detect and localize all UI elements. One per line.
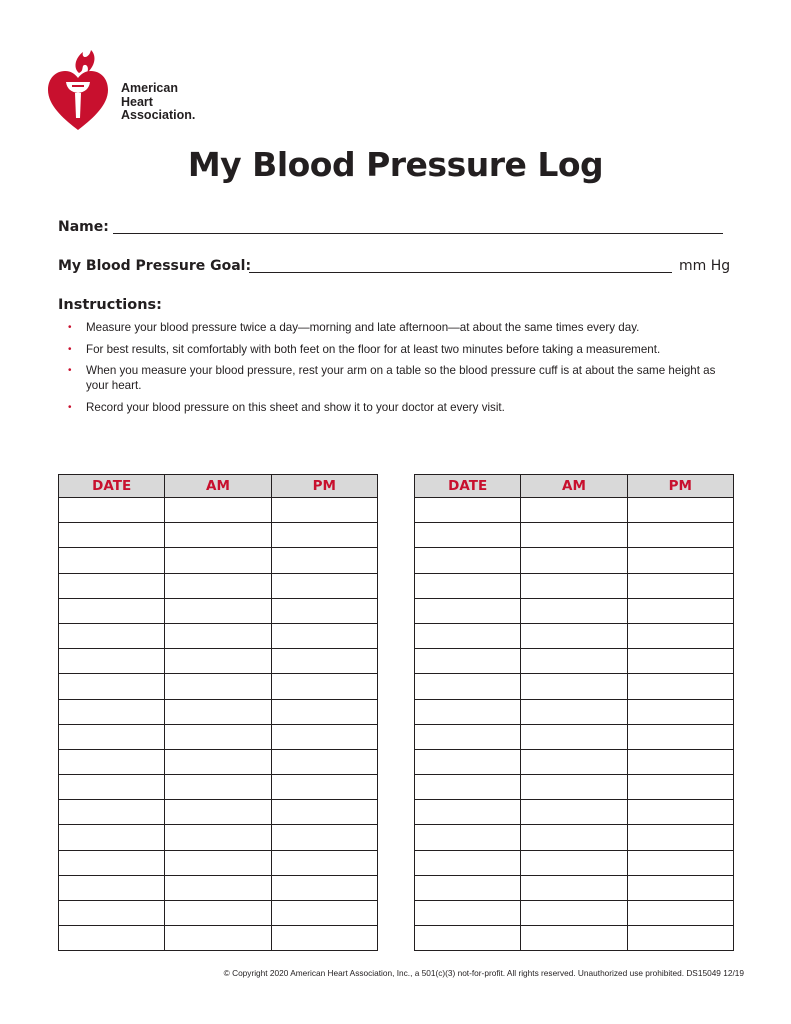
log-cell-pm[interactable] — [271, 775, 377, 800]
table-row — [415, 699, 734, 724]
org-name-line-2: Heart — [121, 94, 153, 109]
instruction-text: Record your blood pressure on this sheet and show it to your doctor at every visit. — [86, 400, 505, 414]
log-cell-date[interactable] — [415, 523, 521, 548]
heart-torch-icon — [45, 46, 111, 132]
table-row — [415, 926, 734, 951]
log-cell-date[interactable] — [59, 548, 165, 573]
log-cell-am[interactable] — [521, 523, 627, 548]
log-cell-am[interactable] — [165, 775, 271, 800]
log-cell-pm[interactable] — [271, 800, 377, 825]
log-cell-am[interactable] — [165, 926, 271, 951]
log-cell-am[interactable] — [165, 498, 271, 523]
log-cell-date[interactable] — [415, 926, 521, 951]
log-cell-am[interactable] — [521, 498, 627, 523]
log-cell-pm[interactable] — [627, 825, 733, 850]
log-cell-am[interactable] — [165, 598, 271, 623]
log-cell-am[interactable] — [165, 850, 271, 875]
log-cell-pm[interactable] — [271, 825, 377, 850]
org-name-line-3: Association. — [121, 108, 196, 122]
goal-label: My Blood Pressure Goal: — [58, 258, 252, 274]
table-row — [59, 926, 378, 951]
log-cell-date[interactable] — [415, 749, 521, 774]
log-cell-am[interactable] — [521, 875, 627, 900]
table-row — [415, 775, 734, 800]
table-row — [415, 724, 734, 749]
log-cell-date[interactable] — [415, 724, 521, 749]
log-cell-am[interactable] — [165, 523, 271, 548]
instruction-item — [68, 363, 728, 393]
log-cell-date[interactable] — [59, 649, 165, 674]
log-cell-am[interactable] — [521, 850, 627, 875]
log-cell-am[interactable] — [521, 800, 627, 825]
log-cell-pm[interactable] — [627, 800, 733, 825]
column-header-pm: PM — [627, 475, 733, 498]
log-cell-pm[interactable] — [271, 749, 377, 774]
organization-name — [121, 82, 195, 123]
log-cell-date[interactable] — [59, 674, 165, 699]
log-cell-pm[interactable] — [627, 850, 733, 875]
log-cell-pm[interactable] — [271, 699, 377, 724]
log-cell-am[interactable] — [521, 649, 627, 674]
log-cell-date[interactable] — [59, 800, 165, 825]
log-cell-pm[interactable] — [271, 926, 377, 951]
bullet-icon: • — [68, 365, 72, 376]
table-row — [59, 800, 378, 825]
log-cell-am[interactable] — [521, 926, 627, 951]
table-row — [59, 901, 378, 926]
table-row — [59, 548, 378, 573]
column-header-date: DATE — [59, 475, 165, 498]
log-cell-am[interactable] — [165, 623, 271, 648]
table-row — [415, 598, 734, 623]
log-cell-pm[interactable] — [627, 724, 733, 749]
log-cell-pm[interactable] — [627, 699, 733, 724]
table-row — [415, 749, 734, 774]
log-cell-date[interactable] — [59, 623, 165, 648]
log-cell-date[interactable] — [59, 598, 165, 623]
table-row — [415, 623, 734, 648]
log-cell-pm[interactable] — [271, 850, 377, 875]
table-header-row — [415, 475, 734, 498]
log-cell-am[interactable] — [165, 573, 271, 598]
log-cell-am[interactable] — [165, 724, 271, 749]
log-cell-pm[interactable] — [627, 749, 733, 774]
instruction-item — [68, 400, 728, 415]
log-cell-pm[interactable] — [271, 901, 377, 926]
log-cell-date[interactable] — [59, 775, 165, 800]
log-cell-date[interactable] — [415, 623, 521, 648]
instruction-item — [68, 320, 728, 335]
name-label: Name: — [58, 219, 109, 235]
instruction-text: For best results, sit comfortably with both feet on the floor for at least two minutes before taking a measurement. — [86, 342, 661, 356]
table-row — [59, 775, 378, 800]
table-row — [59, 498, 378, 523]
log-cell-date[interactable] — [415, 699, 521, 724]
column-header-am: AM — [521, 475, 627, 498]
log-cell-pm[interactable] — [627, 573, 733, 598]
page-title: My Blood Pressure Log — [187, 145, 604, 184]
log-cell-date[interactable] — [415, 850, 521, 875]
table-row — [415, 674, 734, 699]
table-row — [415, 523, 734, 548]
log-cell-am[interactable] — [165, 825, 271, 850]
log-cell-pm[interactable] — [271, 573, 377, 598]
log-cell-date[interactable] — [59, 875, 165, 900]
table-row — [415, 825, 734, 850]
instructions-list — [68, 320, 728, 421]
log-cell-pm[interactable] — [271, 523, 377, 548]
log-cell-am[interactable] — [165, 875, 271, 900]
log-cell-am[interactable] — [521, 775, 627, 800]
log-cell-am[interactable] — [165, 699, 271, 724]
log-cell-date[interactable] — [59, 523, 165, 548]
column-header-pm: PM — [271, 475, 377, 498]
log-cell-date[interactable] — [415, 498, 521, 523]
log-cell-date[interactable] — [59, 699, 165, 724]
column-header-date: DATE — [415, 475, 521, 498]
log-cell-pm[interactable] — [271, 674, 377, 699]
table-row — [59, 598, 378, 623]
table-row — [59, 825, 378, 850]
log-cell-am[interactable] — [165, 800, 271, 825]
table-row — [59, 850, 378, 875]
table-row — [415, 850, 734, 875]
log-cell-date[interactable] — [415, 775, 521, 800]
instruction-item — [68, 342, 728, 357]
table-row — [415, 901, 734, 926]
log-cell-am[interactable] — [165, 674, 271, 699]
bullet-icon: • — [68, 322, 72, 333]
log-cell-date[interactable] — [415, 800, 521, 825]
log-cell-pm[interactable] — [627, 775, 733, 800]
instruction-text: When you measure your blood pressure, rest your arm on a table so the blood pressure cuff is at about the same height as your heart. — [86, 364, 716, 392]
bullet-icon: • — [68, 343, 72, 355]
table-row — [59, 623, 378, 648]
aha-logo — [45, 46, 205, 132]
table-row — [59, 573, 378, 598]
log-cell-am[interactable] — [521, 623, 627, 648]
log-cell-date[interactable] — [415, 548, 521, 573]
log-cell-date[interactable] — [415, 674, 521, 699]
log-cell-pm[interactable] — [271, 598, 377, 623]
goal-input-line[interactable] — [249, 272, 672, 273]
log-cell-pm[interactable] — [271, 498, 377, 523]
table-row — [59, 875, 378, 900]
log-cell-pm[interactable] — [627, 875, 733, 900]
log-cell-am[interactable] — [165, 901, 271, 926]
log-cell-pm[interactable] — [627, 498, 733, 523]
log-cell-date[interactable] — [59, 573, 165, 598]
log-cell-date[interactable] — [59, 825, 165, 850]
log-cell-date[interactable] — [415, 598, 521, 623]
log-cell-pm[interactable] — [627, 901, 733, 926]
org-name-line-1: American — [121, 81, 178, 95]
goal-unit: mm Hg — [679, 258, 731, 274]
log-cell-am[interactable] — [521, 724, 627, 749]
log-cell-pm[interactable] — [271, 875, 377, 900]
name-input-line[interactable] — [113, 233, 723, 234]
log-cell-date[interactable] — [59, 498, 165, 523]
table-row — [59, 699, 378, 724]
table-row — [415, 875, 734, 900]
table-row — [415, 548, 734, 573]
log-cell-am[interactable] — [521, 573, 627, 598]
log-cell-am[interactable] — [521, 699, 627, 724]
log-cell-am[interactable] — [521, 749, 627, 774]
column-header-am: AM — [165, 475, 271, 498]
log-cell-pm[interactable] — [627, 598, 733, 623]
copyright-footer: © Copyright 2020 American Heart Association, Inc., a 501(c)(3) not-for-profit. All rights reserved. Unauthorized use prohibited. DS15049 12/19 — [223, 968, 744, 978]
log-cell-pm[interactable] — [627, 926, 733, 951]
log-cell-am[interactable] — [521, 825, 627, 850]
log-cell-date[interactable] — [59, 901, 165, 926]
log-cell-am[interactable] — [521, 598, 627, 623]
table-row — [59, 724, 378, 749]
instructions-heading: Instructions: — [58, 297, 162, 313]
table-row — [415, 649, 734, 674]
table-row — [415, 573, 734, 598]
log-cell-am[interactable] — [521, 674, 627, 699]
table-row — [415, 800, 734, 825]
log-body-right — [415, 498, 734, 951]
log-cell-pm[interactable] — [271, 548, 377, 573]
log-table-right — [414, 474, 734, 951]
log-cell-date[interactable] — [415, 573, 521, 598]
table-row — [415, 498, 734, 523]
log-cell-am[interactable] — [165, 749, 271, 774]
log-body-left — [59, 498, 378, 951]
table-header-row — [59, 475, 378, 498]
log-cell-am[interactable] — [165, 548, 271, 573]
log-cell-date[interactable] — [415, 875, 521, 900]
table-row — [59, 749, 378, 774]
log-cell-am[interactable] — [521, 548, 627, 573]
log-cell-pm[interactable] — [271, 724, 377, 749]
log-cell-pm[interactable] — [627, 523, 733, 548]
log-cell-date[interactable] — [59, 850, 165, 875]
log-cell-am[interactable] — [521, 901, 627, 926]
log-cell-date[interactable] — [415, 649, 521, 674]
log-cell-pm[interactable] — [627, 623, 733, 648]
log-table-left — [58, 474, 378, 951]
log-cell-date[interactable] — [59, 926, 165, 951]
log-cell-am[interactable] — [165, 649, 271, 674]
bullet-icon: • — [68, 401, 72, 413]
instruction-text: Measure your blood pressure twice a day—morning and late afternoon—at about the same times every day. — [86, 321, 640, 334]
log-cell-date[interactable] — [415, 901, 521, 926]
log-cell-pm[interactable] — [627, 649, 733, 674]
log-cell-date[interactable] — [415, 825, 521, 850]
log-cell-pm[interactable] — [627, 548, 733, 573]
log-cell-pm[interactable] — [271, 649, 377, 674]
log-cell-pm[interactable] — [271, 623, 377, 648]
log-cell-date[interactable] — [59, 724, 165, 749]
table-row — [59, 523, 378, 548]
table-row — [59, 649, 378, 674]
log-cell-pm[interactable] — [627, 674, 733, 699]
table-row — [59, 674, 378, 699]
log-cell-date[interactable] — [59, 749, 165, 774]
